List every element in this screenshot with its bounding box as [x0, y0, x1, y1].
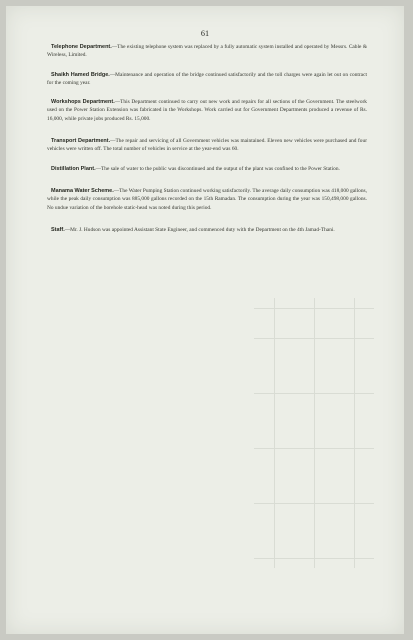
section-text: —The existing telephone system was replaced by a fully automatic system installed and operated by Messrs. Cable & Wireless, Limited. — [47, 44, 367, 59]
paragraph-transport — [47, 137, 367, 154]
section-text: —The Water Pumping Station continued working satisfactorily. The average daily consumption was 418,000 gallons, while the peak daily consumption was 885,000 gallons recorded on the 15th Ramadan. The consumption during the year was 150,498,000 gallons. No undue variation of the borehole static-head was noted during this period. — [47, 187, 368, 211]
section-heading: Telephone Department. — [51, 44, 112, 50]
section-heading: Shaikh Hamed Bridge. — [51, 71, 110, 78]
paragraph-staff — [47, 226, 367, 234]
show-through-table-graphic — [254, 298, 384, 588]
section-text: —Mr. J. Hudson was appointed Assistant State Engineer, and commenced duty with the Department on the 4th Jamad-Thani. — [64, 226, 335, 233]
section-heading: Distillation Plant. — [51, 165, 96, 172]
section-heading: Manama Water Scheme. — [51, 187, 114, 194]
document-body — [47, 43, 367, 245]
paragraph-telephone — [47, 43, 367, 60]
section-text: —The sale of water to the public was discontinued and the output of the plant was confined to the Power Station. — [95, 165, 340, 172]
section-text: —The repair and servicing of all Government vehicles was maintained. Eleven new vehicles were purchased and four vehicles were written off. The total number of vehicles in service at the year-end was 60. — [47, 138, 367, 153]
section-text: —Maintenance and operation of the bridge continued satisfactorily and the toll charges were again let out on contract for the coming year. — [47, 71, 367, 86]
paragraph-bridge — [47, 71, 367, 88]
section-heading: Staff. — [51, 226, 65, 233]
paragraph-workshops — [47, 98, 367, 123]
section-text: —This Department continued to carry out new work and repairs for all sections of the Government. The steelwork used on the Power Station Extension was fabricated in the Workshops. Work carried out for Government Departments produced a revenue of Rs. 16,000, while private jobs produced Rs. 15,000. — [47, 99, 367, 122]
document-page — [6, 6, 404, 634]
paragraph-distillation — [47, 165, 367, 173]
section-heading: Workshops Department. — [51, 99, 115, 106]
page-number: 61 — [200, 29, 210, 38]
paragraph-water-scheme — [47, 187, 367, 212]
section-heading: Transport Department. — [51, 138, 111, 145]
